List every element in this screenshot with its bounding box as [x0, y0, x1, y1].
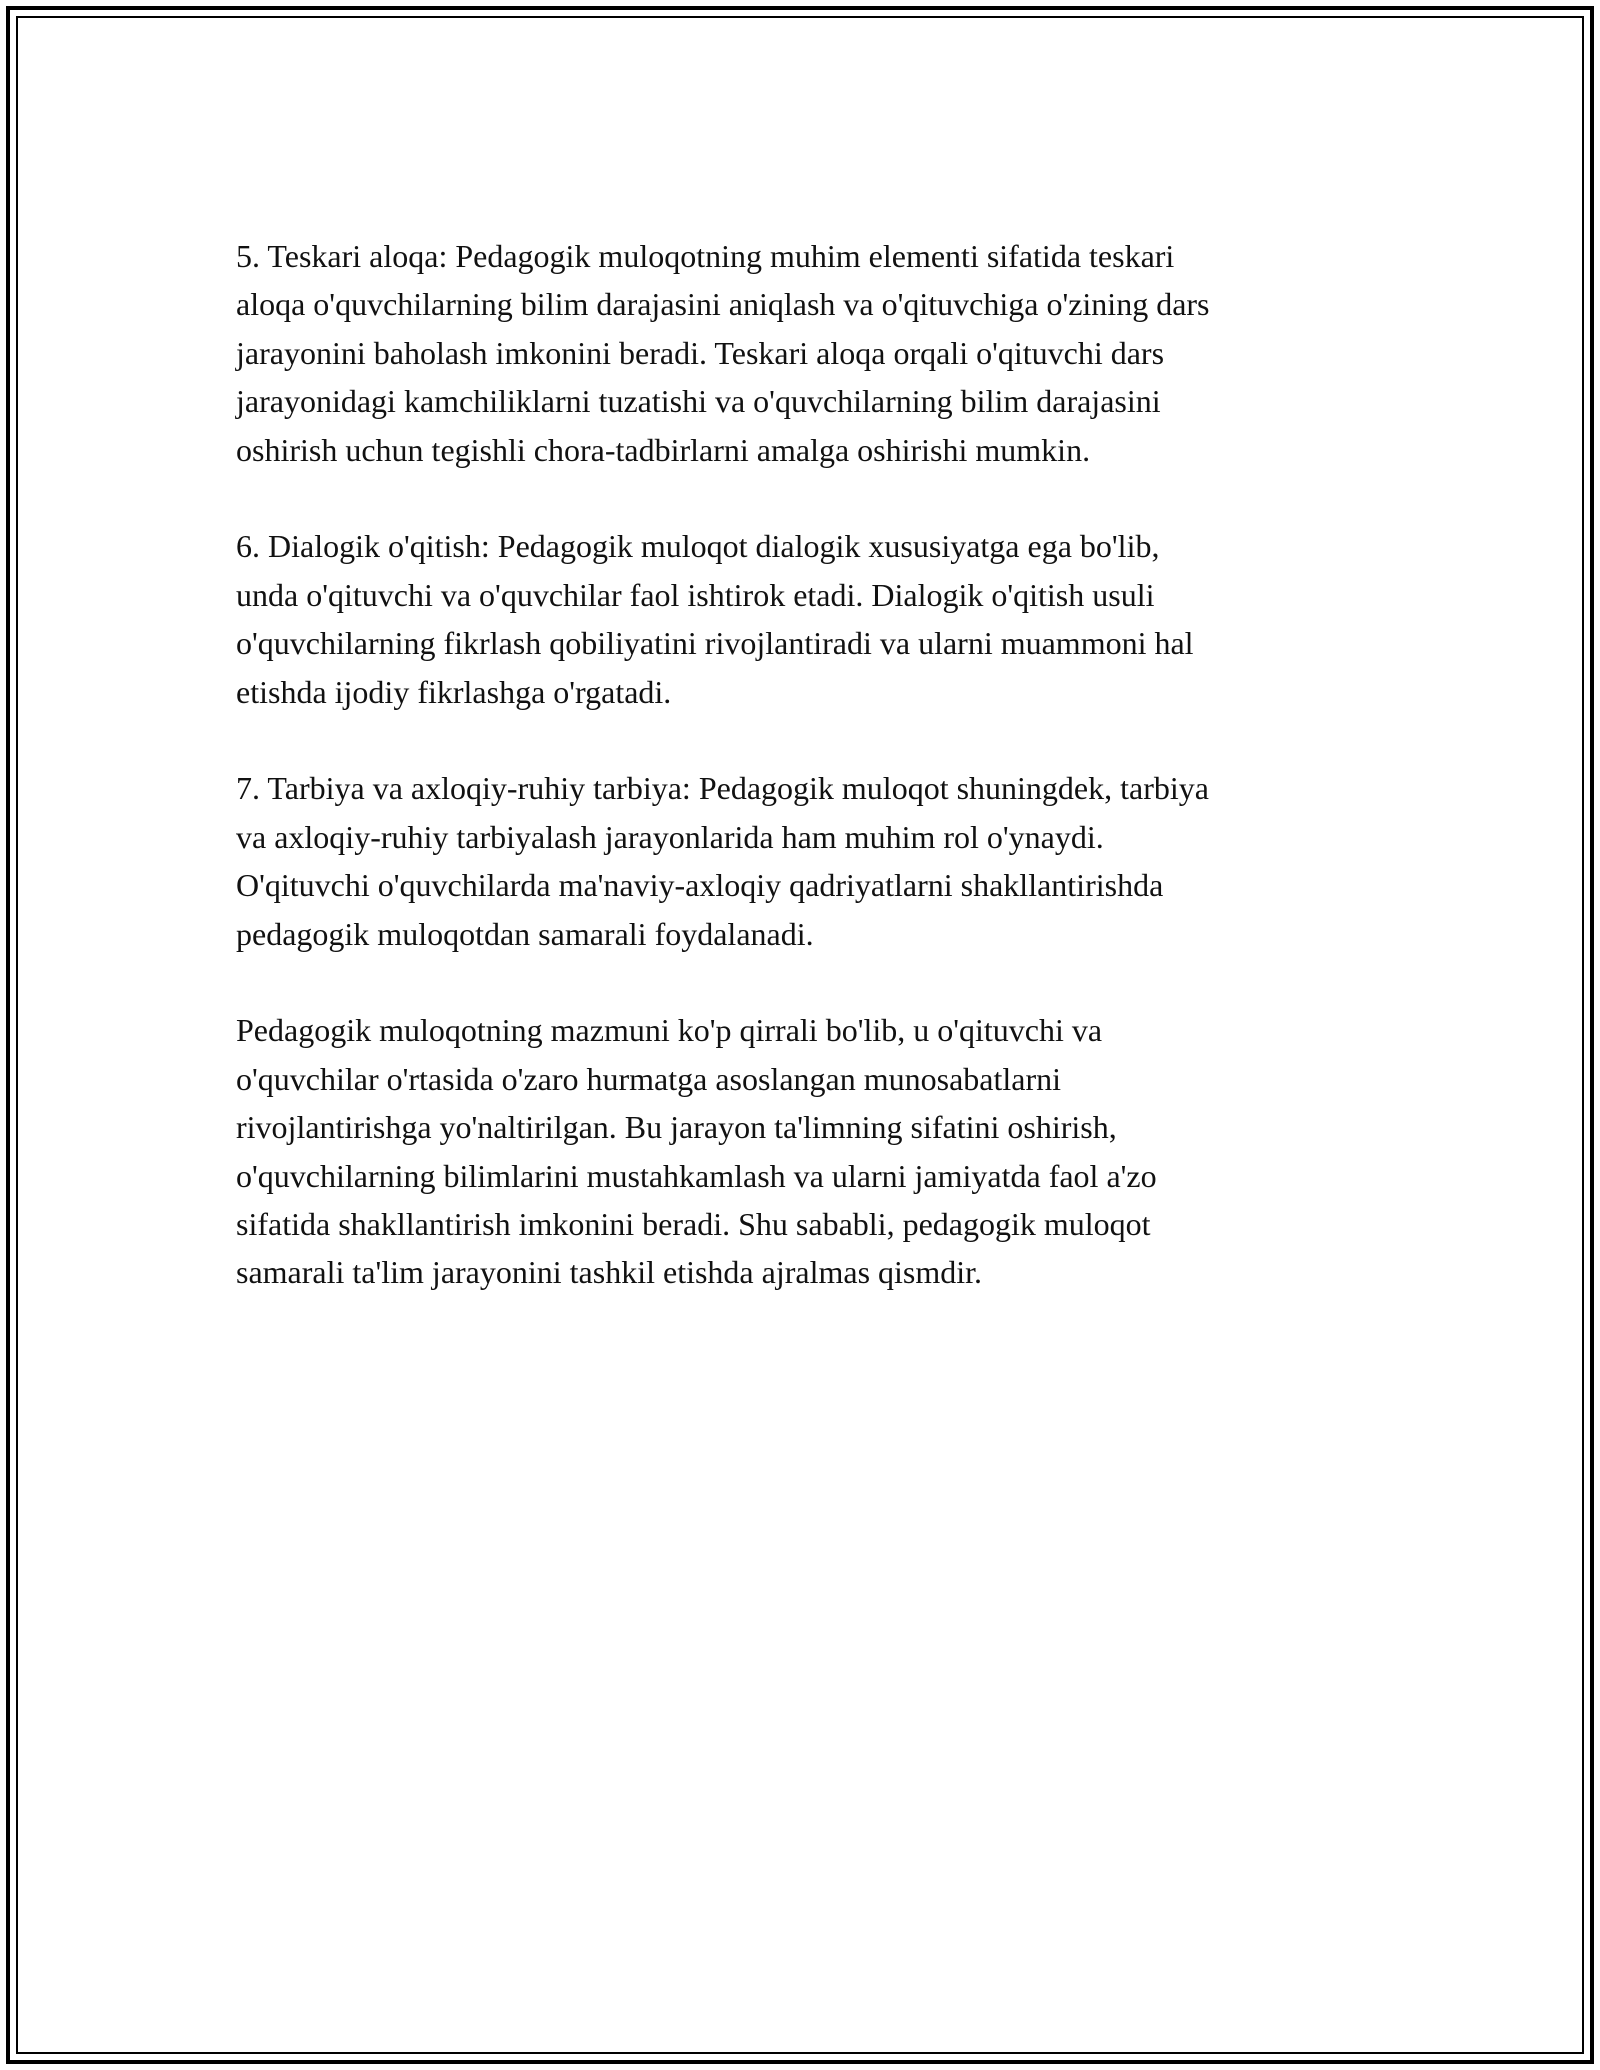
text-line: pedagogik muloqotdan samarali foydalanadi. [236, 915, 814, 952]
text-line: 6. Dialogik o'qitish: Pedagogik muloqot dialogik xususiyatga ega bo'lib, [236, 528, 1160, 565]
text-line: unda o'qituvchi va o'quvchilar faol ishtirok etadi. Dialogik o'qitish usuli [236, 576, 1155, 613]
text-line: 5. Teskari aloqa: Pedagogik muloqotning muhim elementi sifatida teskari [236, 238, 1175, 274]
text-line: jarayonidagi kamchiliklarni tuzatishi va o'quvchilarning bilim darajasini [236, 383, 1161, 420]
text-line: 7. Tarbiya va axloqiy-ruhiy tarbiya: Pedagogik muloqot shuningdek, tarbiya [236, 770, 1209, 807]
text-line: etishda ijodiy fikrlashga o'rgatadi. [236, 673, 672, 710]
text-line: sifatida shakllantirish imkonini beradi. Shu sababli, pedagogik muloqot [236, 1206, 1151, 1243]
text-line: samarali ta'lim jarayonini tashkil etishda ajralmas qismdir. [236, 1254, 983, 1291]
text-line: jarayonini baholash imkonini beradi. Teskari aloqa orqali o'qituvchi dars [236, 334, 1165, 371]
paragraph-moral-education [236, 764, 1366, 958]
text-line: Pedagogik muloqotning mazmuni ko'p qirrali bo'lib, u o'qituvchi va [236, 1012, 1103, 1049]
text-line: rivojlantirishga yo'naltirilgan. Bu jarayon ta'limning sifatini oshirish, [236, 1109, 1117, 1146]
text-line: aloqa o'quvchilarning bilim darajasini aniqlash va o'qituvchiga o'zining dars [236, 286, 1210, 323]
text-line: oshirish uchun tegishli chora-tadbirlarni amalga oshirishi mumkin. [236, 431, 1091, 468]
text-line: o'quvchilarning fikrlash qobiliyatini rivojlantiradi va ularni muammoni hal [236, 625, 1194, 662]
text-line: va axloqiy-ruhiy tarbiyalash jarayonlarida ham muhim rol o'ynaydi. [236, 818, 1104, 855]
text-line: o'quvchilarning bilimlarini mustahkamlash va ularni jamiyatda faol a'zo [236, 1157, 1157, 1194]
document-body [236, 232, 1366, 1345]
paragraph-feedback [236, 232, 1366, 474]
paragraph-dialogic-teaching [236, 522, 1366, 716]
paragraph-conclusion [236, 1006, 1366, 1296]
text-line: o'quvchilar o'rtasida o'zaro hurmatga asoslangan munosabatlarni [236, 1060, 1062, 1097]
text-line: O'qituvchi o'quvchilarda ma'naviy-axloqiy qadriyatlarni shakllantirishda [236, 867, 1164, 904]
